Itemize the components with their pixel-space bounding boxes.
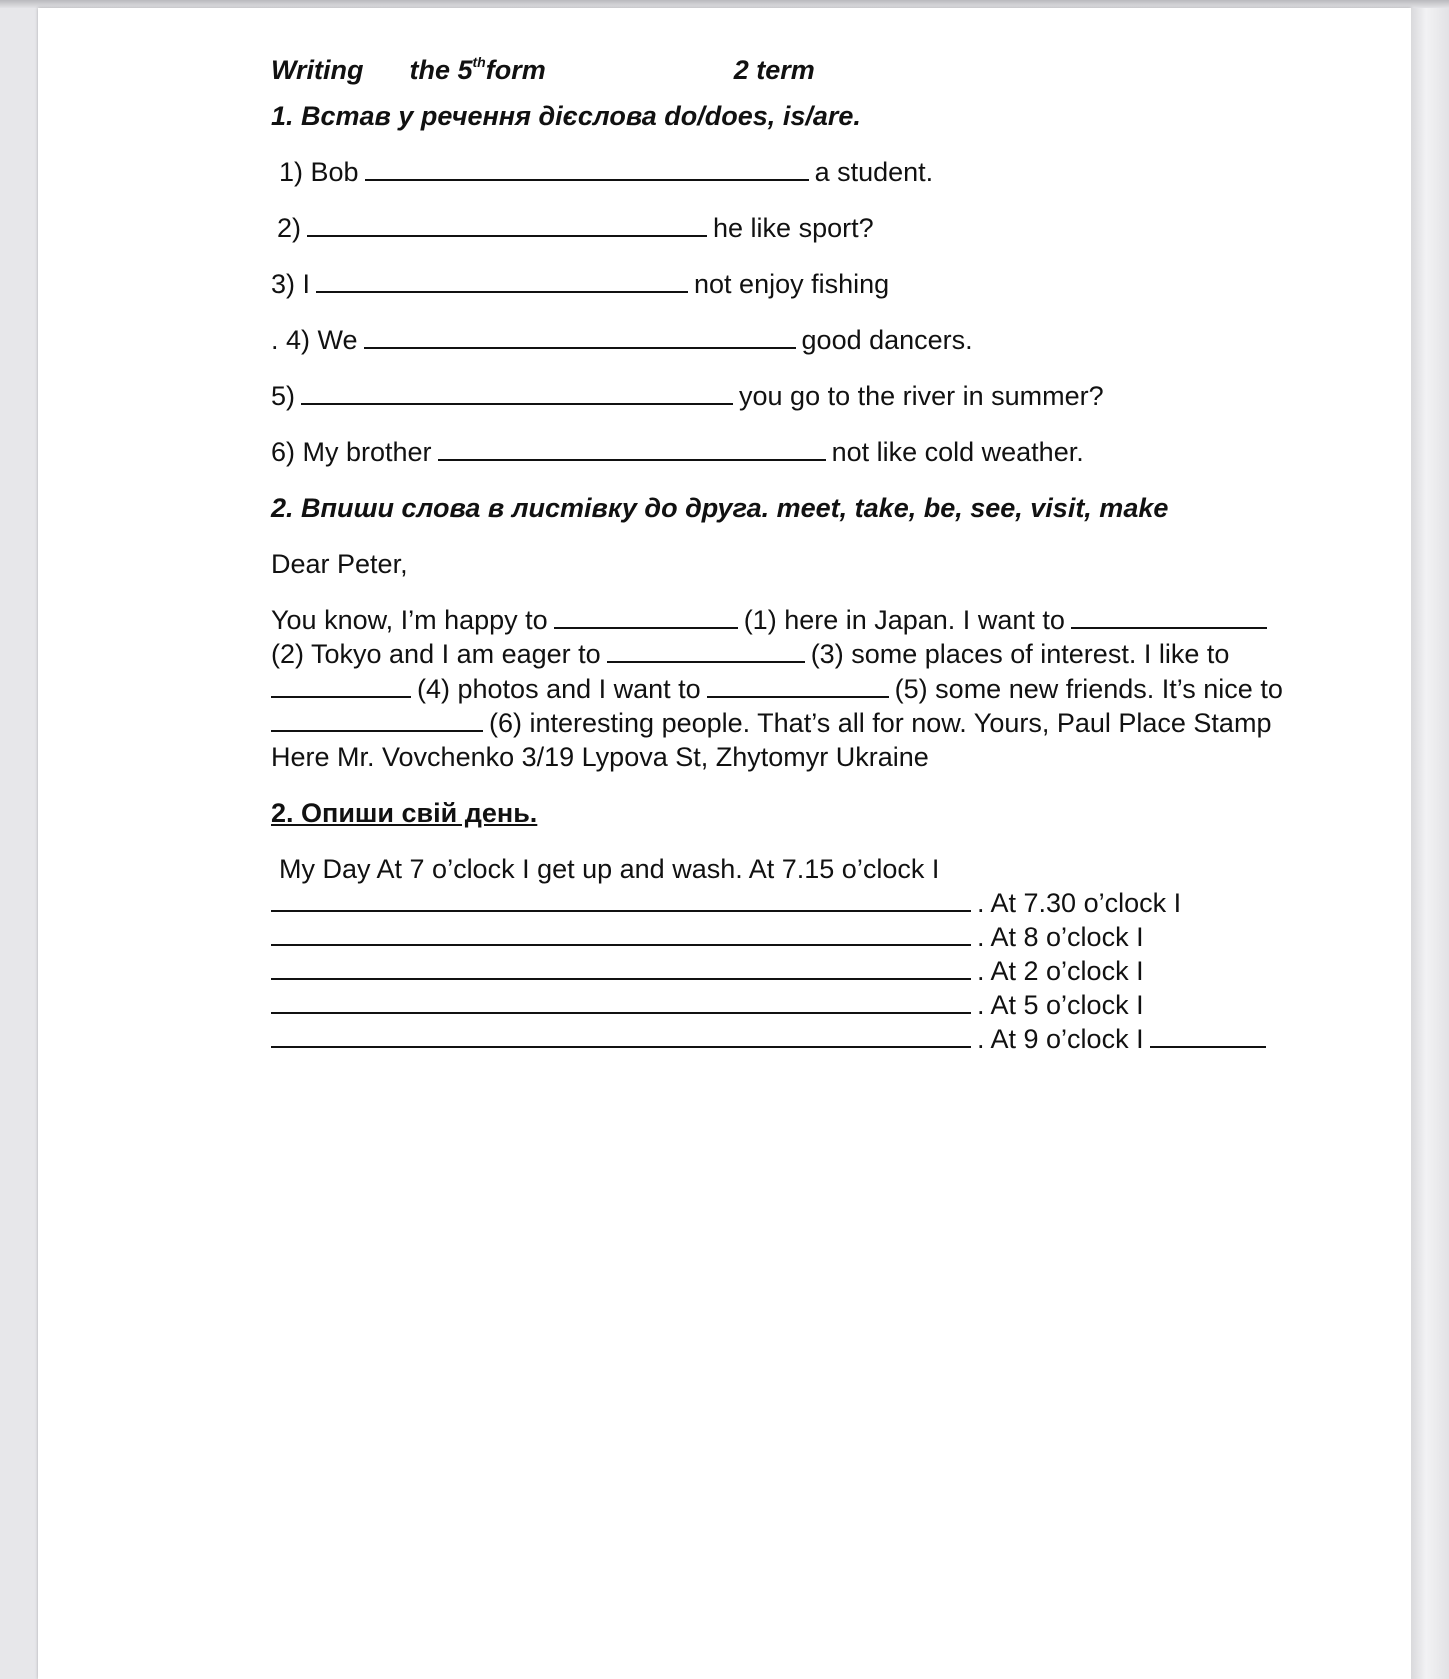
answer-blank[interactable] (316, 269, 688, 293)
answer-blank[interactable] (271, 708, 483, 732)
viewer-right-edge (1411, 8, 1449, 1679)
task3-title: 2. Опиши свій день. (271, 798, 538, 828)
header-term: 2 term (733, 55, 815, 85)
task1-item-2: 2) he like sport? (277, 213, 874, 243)
answer-blank[interactable] (438, 437, 826, 461)
answer-blank[interactable] (554, 605, 738, 629)
postcard-greeting: Dear Peter, (271, 549, 408, 579)
answer-blank[interactable] (607, 639, 805, 663)
postcard-line-3: (4) photos and I want to (5) some new friends. It’s nice to (271, 673, 1283, 705)
answer-blank[interactable] (707, 674, 889, 698)
answer-blank[interactable] (271, 922, 971, 946)
my-day-row-2: . At 8 o’clock I (271, 921, 1144, 953)
postcard-line-2: (2) Tokyo and I am eager to (3) some places of interest. I like to (271, 639, 1230, 669)
task1-title: 1. Встав у речення дієслова do/does, is/are. (271, 101, 861, 131)
task1-item-5: 5) you go to the river in summer? (271, 381, 1104, 411)
answer-blank[interactable] (1150, 1024, 1266, 1048)
task1-item-4: . 4) We good dancers. (271, 325, 973, 355)
my-day-row-3: . At 2 o’clock I (271, 955, 1144, 987)
my-day-row-5: . At 9 o’clock I (271, 1023, 1272, 1055)
task2-title: 2. Впиши слова в листівку до друга. meet, take, be, see, visit, make (271, 493, 1169, 523)
answer-blank[interactable] (364, 325, 796, 349)
answer-blank[interactable] (1071, 605, 1267, 629)
answer-blank[interactable] (271, 990, 971, 1014)
header-form: the 5thform (409, 54, 546, 85)
postcard-line-4: (6) interesting people. That’s all for now. Yours, Paul Place Stamp (271, 707, 1271, 739)
postcard-line-5: Here Mr. Vovchenko 3/19 Lypova St, Zhytomyr Ukraine (271, 742, 929, 772)
worksheet-header (271, 46, 815, 86)
answer-blank[interactable] (271, 956, 971, 980)
task1-item-6: 6) My brother not like cold weather. (271, 437, 1084, 467)
viewer-top-edge (0, 0, 1449, 8)
document-page (38, 8, 1411, 1679)
task1-item-1: 1) Bob a student. (279, 157, 934, 187)
answer-blank[interactable] (271, 674, 411, 698)
postcard-line-1: You know, I’m happy to (1) here in Japan. I want to (271, 604, 1273, 636)
header-writing: Writing (271, 55, 364, 85)
answer-blank[interactable] (365, 157, 809, 181)
answer-blank[interactable] (307, 213, 707, 237)
my-day-intro: My Day At 7 o’clock I get up and wash. At 7.15 o’clock I (279, 854, 940, 884)
my-day-row-1: . At 7.30 o’clock I (271, 887, 1181, 919)
my-day-row-4: . At 5 o’clock I (271, 989, 1144, 1021)
answer-blank[interactable] (301, 381, 733, 405)
answer-blank[interactable] (271, 888, 971, 912)
task1-item-3: 3) I not enjoy fishing (271, 269, 890, 299)
answer-blank[interactable] (271, 1024, 971, 1048)
